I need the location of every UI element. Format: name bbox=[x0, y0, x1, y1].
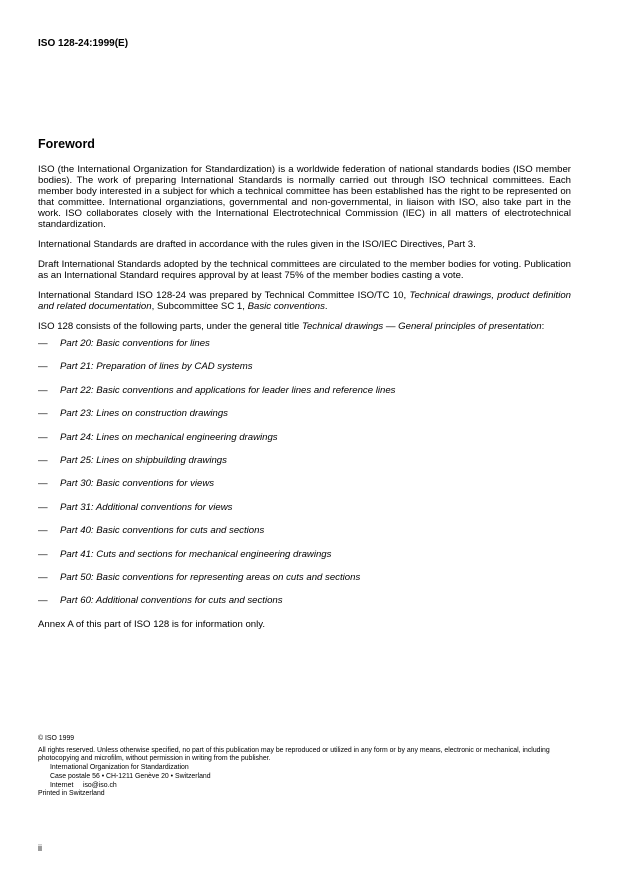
prepared-by-text-e: . bbox=[324, 301, 328, 312]
part-title: Part 20: Basic conventions for lines bbox=[60, 338, 210, 349]
list-dash: — bbox=[38, 525, 48, 537]
page-number: ii bbox=[38, 843, 42, 853]
list-item bbox=[38, 525, 571, 548]
part-title: Part 41: Cuts and sections for mechanical engineering drawings bbox=[60, 548, 332, 560]
publisher-internet: Internet iso@iso.ch bbox=[50, 781, 117, 789]
printed-in: Printed in Switzerland bbox=[38, 790, 105, 798]
subcommittee-title: Basic conventions bbox=[247, 301, 325, 312]
list-item bbox=[38, 478, 571, 501]
document-id-header: ISO 128-24:1999(E) bbox=[38, 38, 129, 49]
list-item bbox=[38, 432, 571, 455]
paragraph-annex: Annex A of this part of ISO 128 is for information only. bbox=[38, 618, 265, 630]
foreword-body bbox=[38, 164, 571, 639]
list-dash: — bbox=[38, 595, 48, 607]
paragraph-parts-intro bbox=[38, 321, 571, 332]
list-item bbox=[38, 572, 571, 595]
list-item bbox=[38, 385, 571, 408]
part-title: Part 23: Lines on construction drawings bbox=[60, 408, 228, 420]
parts-list bbox=[38, 338, 571, 619]
list-item bbox=[38, 361, 571, 384]
part-title: Part 50: Basic conventions for representing areas on cuts and sections bbox=[60, 571, 361, 583]
part-title: Part 21: Preparation of lines by CAD systems bbox=[60, 361, 253, 373]
list-item bbox=[38, 408, 571, 431]
parts-intro-text-c: : bbox=[541, 321, 545, 332]
part-title: Part 25: Lines on shipbuilding drawings bbox=[60, 454, 227, 466]
paragraph-voting: Draft International Standards adopted by the technical committees are circulated to the member bodies for voting. Publication as an International Standard requires approval by at least 75% of the member bodies casting a vote. bbox=[38, 259, 571, 281]
list-dash: — bbox=[38, 501, 48, 513]
list-dash: — bbox=[38, 548, 48, 560]
committee-title: Technical drawings, product definition and related documentation bbox=[38, 290, 572, 312]
copyright-footer bbox=[38, 735, 578, 799]
part-title: Part 31: Additional conventions for views bbox=[60, 501, 233, 513]
parts-intro-text-a: ISO 128 consists of the following parts, under the general title bbox=[38, 321, 302, 332]
list-item bbox=[38, 455, 571, 478]
list-item bbox=[38, 338, 571, 361]
part-title: Part 22: Basic conventions and applications for leader lines and reference lines bbox=[60, 384, 396, 396]
paragraph-directives: International Standards are drafted in accordance with the rules given in the ISO/IEC Directives, Part 3. bbox=[38, 239, 476, 250]
prepared-by-text-c: , Subcommittee SC 1, bbox=[151, 301, 248, 312]
list-dash: — bbox=[38, 338, 48, 349]
rights-notice: All rights reserved. Unless otherwise specified, no part of this publication may be reproduced or utilized in any form or by any means, electronic or mechanical, including photocopying and microfilm, without permission in writing from the publisher. bbox=[38, 746, 550, 763]
list-dash: — bbox=[38, 408, 48, 420]
part-title: Part 30: Basic conventions for views bbox=[60, 478, 215, 490]
list-dash: — bbox=[38, 361, 48, 373]
paragraph-iso-intro: ISO (the International Organization for Standardization) is a worldwide federation of national standards bodies (ISO member bodies). The work of preparing International Standards is normally carried out through ISO technical committees. Each member body interested in a subject for which a technical committee has been established has the right to be represented on that committee. International organziations, governmental and non-governmental, in liaison with ISO, also take part in the work. ISO collaborates closely with the International Electrotechnical Commission (IEC) in all matters of electrotechnical standardization. bbox=[38, 164, 571, 230]
foreword-title: Foreword bbox=[38, 137, 95, 151]
general-title: Technical drawings — General principles of presentation bbox=[301, 321, 542, 332]
part-title: Part 24: Lines on mechanical engineering drawings bbox=[60, 431, 278, 443]
copyright-line: © ISO 1999 bbox=[38, 735, 75, 742]
list-dash: — bbox=[38, 454, 48, 466]
publisher-name: International Organization for Standardization bbox=[50, 764, 189, 772]
list-dash: — bbox=[38, 384, 48, 396]
part-title: Part 40: Basic conventions for cuts and sections bbox=[60, 525, 265, 537]
list-dash: — bbox=[38, 431, 48, 443]
list-item bbox=[38, 595, 571, 618]
prepared-by-text-a: International Standard ISO 128-24 was prepared by Technical Committee ISO/TC 10, bbox=[38, 290, 410, 301]
part-title: Part 60: Additional conventions for cuts and sections bbox=[60, 595, 283, 607]
paragraph-prepared-by bbox=[38, 290, 571, 312]
publisher-address: Case postale 56 • CH-1211 Genève 20 • Switzerland bbox=[50, 772, 211, 780]
list-dash: — bbox=[38, 571, 48, 583]
list-item bbox=[38, 549, 571, 572]
list-dash: — bbox=[38, 478, 48, 490]
list-item bbox=[38, 502, 571, 525]
